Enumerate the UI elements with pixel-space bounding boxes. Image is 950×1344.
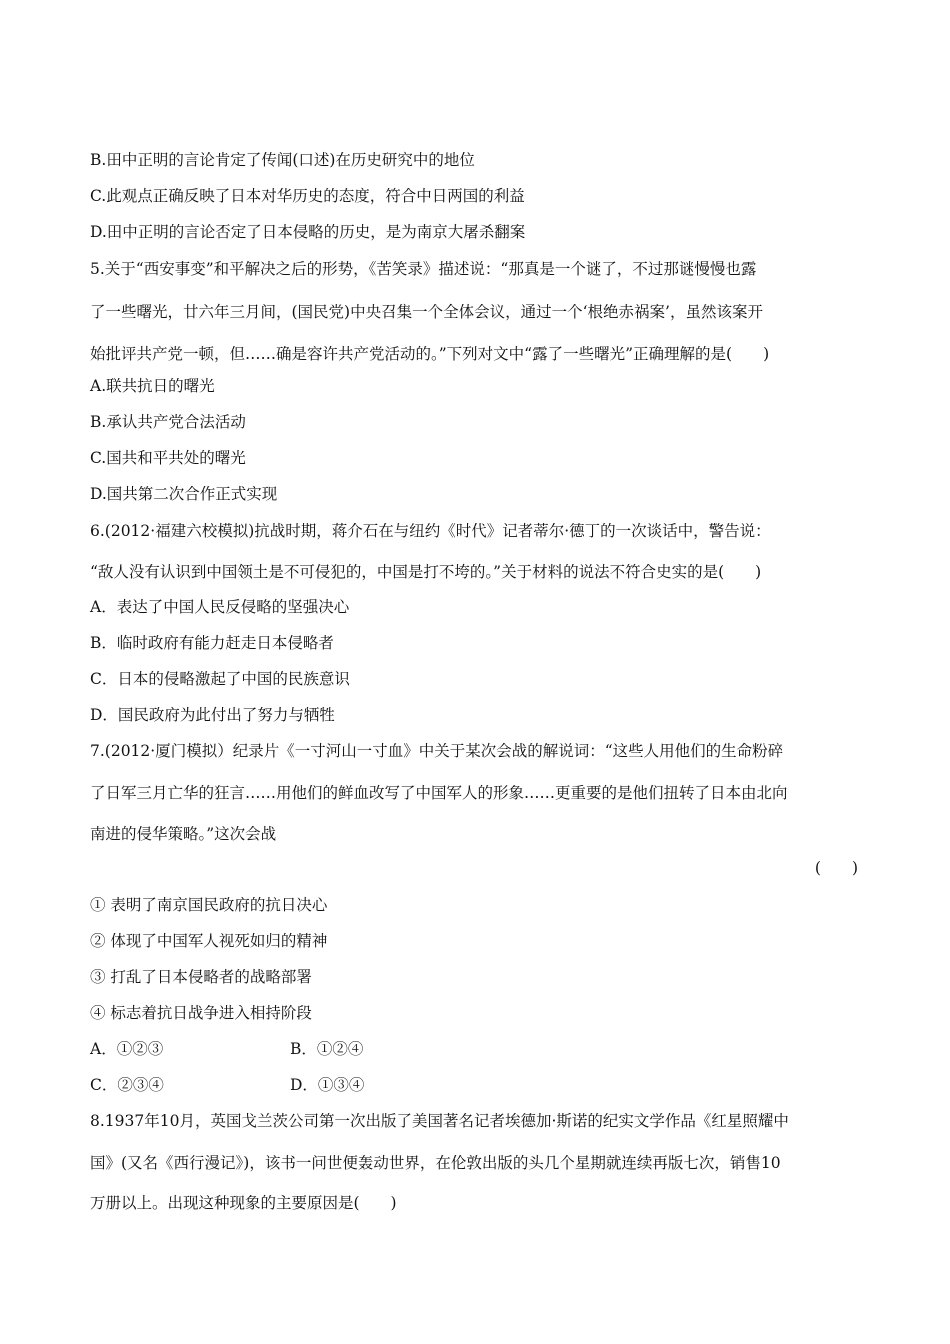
q5-stem-line-3: 始批评共产党一顿，但……确是容许共产党活动的。”下列对文中“露了一些曙光”正确理解的是( ) [90, 345, 770, 363]
q5-option-a: A.联共抗日的曙光 [90, 377, 215, 395]
q6-stem-line-2: “敌人没有认识到中国领土是不可侵犯的，中国是打不垮的。”关于材料的说法不符合史实的是( ) [90, 563, 762, 581]
q7-option-c: C．②③④ [90, 1076, 164, 1094]
q7-stem-line-3: 南进的侵华策略。”这次会战 [90, 825, 277, 843]
q5-stem-line-2: 了一些曙光，廿六年三月间，(国民党)中央召集一个全体会议，通过一个‘根绝赤祸案’，虽然该案开 [90, 303, 763, 321]
q4-option-c: C.此观点正确反映了日本对华历史的态度，符合中日两国的利益 [90, 187, 525, 205]
q7-options-row-1 [90, 1039, 860, 1059]
q7-options-row-2 [90, 1075, 860, 1095]
q6-option-b: B．临时政府有能力赶走日本侵略者 [90, 634, 334, 652]
q7-stem-line-2: 了日军三月亡华的狂言……用他们的鲜血改写了中国军人的形象……更重要的是他们扭转了日本由北向 [90, 784, 788, 802]
q7-item-2: ② 体现了中国军人视死如归的精神 [90, 932, 328, 950]
q4-option-b: B.田中正明的言论肯定了传闻(口述)在历史研究中的地位 [90, 151, 475, 169]
q7-option-d: D．①③④ [290, 1076, 365, 1094]
q7-stem-line-1: 7.(2012·厦门模拟）纪录片《一寸河山一寸血》中关于某次会战的解说词：“这些人用他们的生命粉碎 [90, 742, 784, 760]
q7-item-3: ③ 打乱了日本侵略者的战略部署 [90, 968, 312, 986]
q8-stem-line-3: 万册以上。出现这种现象的主要原因是( ) [90, 1194, 397, 1212]
q8-stem-line-2: 国》(又名《西行漫记》)，该书一问世便轰动世界，在伦敦出版的头几个星期就连续再版七次，销售10 [90, 1154, 781, 1172]
q7-option-a: A．①②③ [90, 1040, 164, 1058]
q7-item-1: ① 表明了南京国民政府的抗日决心 [90, 896, 328, 914]
q6-option-d: D．国民政府为此付出了努力与牺牲 [90, 706, 335, 724]
q5-option-d: D.国共第二次合作正式实现 [90, 485, 278, 503]
q6-stem-line-1: 6.(2012·福建六校模拟)抗战时期，蒋介石在与纽约《时代》记者蒂尔·德丁的一次谈话中，警告说： [90, 522, 771, 540]
q4-option-d: D.田中正明的言论否定了日本侵略的历史，是为南京大屠杀翻案 [90, 223, 526, 241]
q5-option-c: C.国共和平共处的曙光 [90, 449, 246, 467]
q8-stem-line-1: 8.1937年10月，英国戈兰茨公司第一次出版了美国著名记者埃德加·斯诺的纪实文学作品《红星照耀中 [90, 1112, 789, 1130]
q7-item-4: ④ 标志着抗日战争进入相持阶段 [90, 1004, 312, 1022]
q6-option-a: A．表达了中国人民反侵略的坚强决心 [90, 598, 350, 616]
q5-stem-line-1: 5.关于“西安事变”和平解决之后的形势，《苦笑录》描述说：“那真是一个谜了，不过那谜慢慢也露 [90, 260, 757, 278]
q7-answer-bracket: ( ) [814, 859, 858, 877]
q7-option-b: B．①②④ [290, 1040, 364, 1058]
q5-option-b: B.承认共产党合法活动 [90, 413, 246, 431]
q6-option-c: C．日本的侵略激起了中国的民族意识 [90, 670, 350, 688]
